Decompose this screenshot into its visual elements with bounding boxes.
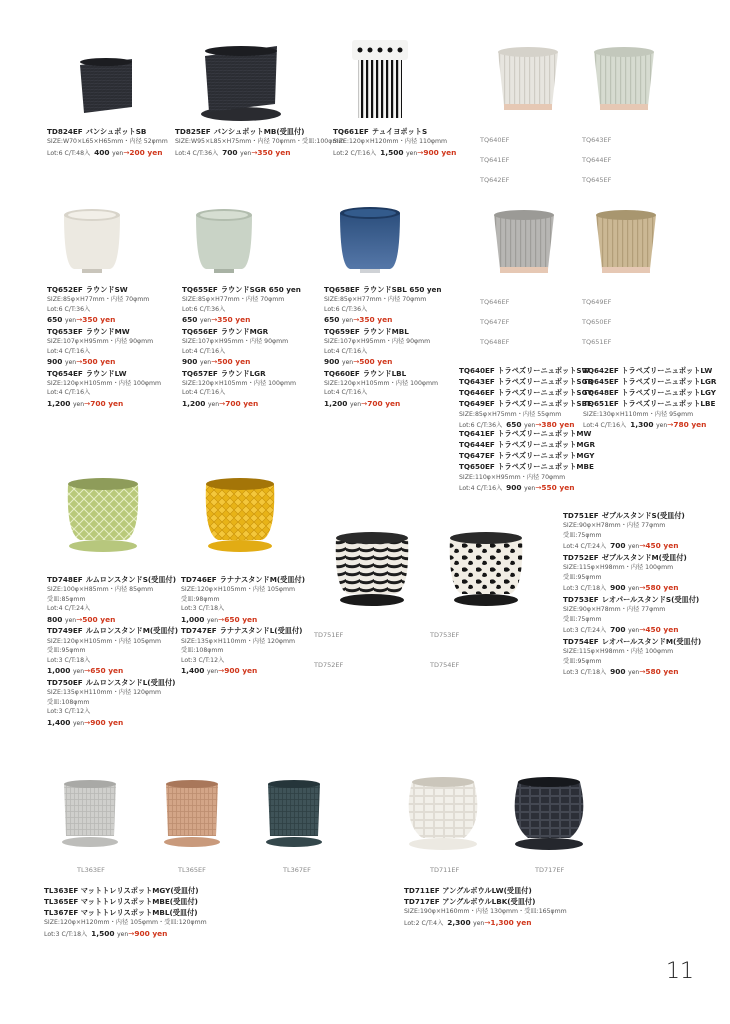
product-image-td711 <box>404 772 482 852</box>
product-td746-group: TD746EF ラナナスタンドM(受皿付) SIZE:120φ×H105mm・内径 105φmm 受皿:98φmm Lot:3 C/T:18入 1,000 yen→650 yen TD747EF ラナナスタンドL(受皿付) SIZE:135φ×H110mm・内径 120φmm 受皿:108φmm Lot:3 C/T:12入 1,400 yen→900 yen <box>181 575 306 676</box>
product-td748-group: TD748EF ルムロンスタンドS(受皿付) SIZE:100φ×H85mm・内径 85φmm 受皿:85φmm Lot:4 C/T:24入 800 yen→500 yen TD749EF ルムロンスタンドM(受皿付) SIZE:120φ×H105mm・内径 105φmm 受皿:95φmm Lot:3 C/T:18入 1,000 yen→650 yen TD750EF ルムロンスタンドL(受皿付) SIZE:135φ×H110mm・内径 120φmm 受皿:108φmm Lot:3 C/T:12入 1,400 yen→900 yen <box>47 575 178 727</box>
label-td754: TD754EF <box>430 661 460 669</box>
label-tq646: TQ646EF <box>480 298 510 306</box>
product-tq652-group: TQ652EF ラウンドSW SIZE:85φ×H77mm・内径 70φmm Lot:6 C/T:36入 650 yen→350 yen TQ653EF ラウンドMW SIZE:107φ×H95mm・内径 90φmm Lot:4 C/T:16入 900 yen→500 yen TQ654EF ラウンドLW SIZE:120φ×H105mm・内径 100φmm Lot:4 C/T:16入 1,200 yen→700 yen <box>47 285 162 409</box>
product-tq658-group: TQ658EF ラウンドSBL 650 yen SIZE:85φ×H77mm・内径 70φmm Lot:6 C/T:36入 650 yen→350 yen TQ659EF ラウンドMBL SIZE:107φ×H95mm・内径 90φmm Lot:4 C/T:16入 900 yen→500 yen TQ660EF ラウンドLBL SIZE:120φ×H105mm・内径 100φmm Lot:4 C/T:16入 1,200 yen→700 yen <box>324 285 442 409</box>
label-tq649: TQ649EF <box>582 298 612 306</box>
label-tq651: TQ651EF <box>582 338 612 346</box>
product-td751-group: TD751EF ゼブルスタンドS(受皿付) SIZE:90φ×H78mm・内径 77φmm 受皿:75φmm Lot:4 C/T:24入 700 yen→450 yen TD752EF ゼブルスタンドM(受皿付) SIZE:115φ×H98mm・内径 100φmm 受皿:95φmm Lot:3 C/T:18入 900 yen→580 yen TD753EF レオパールスタンドS(受皿付) SIZE:90φ×H78mm・内径 77φmm 受皿:75φmm Lot:3 C/T:24入 700 yen→450 yen TD754EF レオパールスタンドM(受皿付) SIZE:115φ×H98mm・内径 100φmm 受皿:95φmm Lot:3 C/T:18入 900 yen→580 yen <box>563 511 702 677</box>
product-image-tq652-col <box>60 205 124 275</box>
product-image-tl363 <box>58 776 122 848</box>
product-image-tl365 <box>160 776 224 848</box>
label-tl365: TL365EF <box>178 866 206 874</box>
label-tq644: TQ644EF <box>582 156 612 164</box>
label-tl363: TL363EF <box>77 866 105 874</box>
product-image-td717 <box>510 772 588 852</box>
product-image-tq640-col <box>494 44 562 114</box>
product-image-td753-col <box>446 530 526 608</box>
label-tq645: TQ645EF <box>582 176 612 184</box>
label-tq643: TQ643EF <box>582 136 612 144</box>
label-td752: TD752EF <box>314 661 344 669</box>
product-image-tq658-col <box>336 203 404 275</box>
product-image-td746-col <box>202 474 278 554</box>
product-tq661: TQ661EF テュイヨポットS SIZE:120φ×H120mm・内径 110φmm Lot:2 C/T:16入 1,500 yen→900 yen <box>333 127 457 157</box>
page-number: 11 <box>666 959 694 984</box>
product-trapezoid-s: TQ640EF トラペズリーニュポットSW TQ643EF トラペズリーニュポットSGR TQ646EF トラペズリーニュポットSGY TQ649EF トラペズリーニュポットSBE SIZE:85φ×H75mm・内径 55φmm Lot:6 C/T:36入 650 yen→380 yen <box>459 366 594 430</box>
product-trapezoid-l: TQ642EF トラペズリーニュポットLW TQ645EF トラペズリーニュポットLGR TQ648EF トラペズリーニュポットLGY TQ651EF トラペズリーニュポットLBE SIZE:130φ×H110mm・内径 95φmm Lot:4 C/T:16入 1,300 yen→780 yen <box>583 366 717 430</box>
product-td824: TD824EF バンシュポットSB SIZE:W70×L65×H65mm・内径 52φmm Lot:6 C/T:48入 400 yen→200 yen <box>47 127 168 157</box>
label-tq640: TQ640EF <box>480 136 510 144</box>
label-td753: TD753EF <box>430 631 460 639</box>
product-td825: TD825EF バンシュポットMB(受皿付) SIZE:W95×L85×H75mm・内径 70φmm・受皿:100φmm Lot:4 C/T:36入 700 yen→350 yen <box>175 127 345 157</box>
product-image-tq646-col <box>490 207 558 277</box>
label-tq642: TQ642EF <box>480 176 510 184</box>
label-tq648: TQ648EF <box>480 338 510 346</box>
label-td751: TD751EF <box>314 631 344 639</box>
product-image-td751-col <box>332 530 412 608</box>
product-image-tq655-col <box>192 205 256 275</box>
product-trapezoid-m: TQ641EF トラペズリーニュポットMW TQ644EF トラペズリーニュポットMGR TQ647EF トラペズリーニュポットMGY TQ650EF トラペズリーニュポットMBE SIZE:110φ×H95mm・内径 70φmm Lot:4 C/T:16入 900 yen→550 yen <box>459 429 595 493</box>
product-image-td825 <box>195 42 287 124</box>
label-tq650: TQ650EF <box>582 318 612 326</box>
label-tq641: TQ641EF <box>480 156 510 164</box>
product-image-tq649-col <box>592 207 660 277</box>
label-tq647: TQ647EF <box>480 318 510 326</box>
product-image-tl367 <box>262 776 326 848</box>
product-image-td824 <box>74 55 136 119</box>
product-image-tq661 <box>346 38 414 122</box>
product-image-tq643-col <box>590 44 658 114</box>
product-image-td748-col <box>64 474 142 554</box>
product-td711-group: TD711EF アングルボウルLW(受皿付) TD717EF アングルボウルLBK(受皿付) SIZE:190φ×H160mm・内径 130φmm・受皿:165φmm Lot:2 C/T:4入 2,300 yen→1,300 yen <box>404 886 567 927</box>
label-tl367: TL367EF <box>283 866 311 874</box>
label-td717: TD717EF <box>535 866 565 874</box>
label-td711: TD711EF <box>430 866 460 874</box>
product-tq655-group: TQ655EF ラウンドSGR 650 yen SIZE:85φ×H77mm・内径 70φmm Lot:6 C/T:36入 650 yen→350 yen TQ656EF ラウンドMGR SIZE:107φ×H95mm・内径 90φmm Lot:4 C/T:16入 900 yen→500 yen TQ657EF ラウンドLGR SIZE:120φ×H105mm・内径 100φmm Lot:4 C/T:16入 1,200 yen→700 yen <box>182 285 301 409</box>
product-tl-group: TL363EF マットトレリスポットMGY(受皿付) TL365EF マットトレリスポットMBE(受皿付) TL367EF マットトレリスポットMBL(受皿付) SIZE:120φ×H120mm・内径 105φmm・受皿:120φmm Lot:3 C/T:18入 1,500 yen→900 yen <box>44 886 207 939</box>
